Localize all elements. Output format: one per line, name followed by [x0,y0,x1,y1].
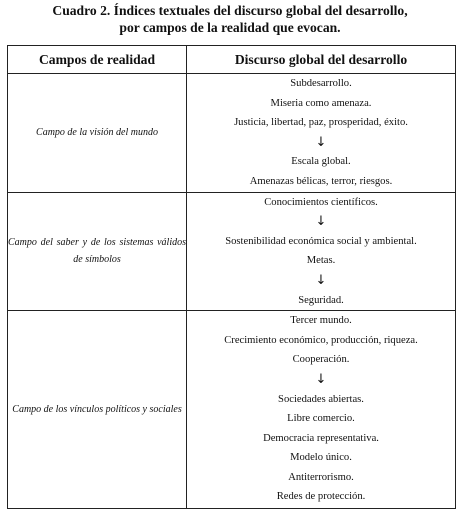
discurso-item: Metas. [306,255,336,267]
down-arrow-icon: ↓ [315,214,327,230]
discurso-item: Libre comercio. [287,413,355,425]
discurso-item: Seguridad. [298,294,344,306]
down-arrow-icon: ↓ [315,371,327,387]
discurso-item: Sociedades abiertas. [278,393,364,405]
discurso-item: Cooperación. [292,354,350,366]
table-row [8,192,456,311]
discurso-item: Democracia representativa. [263,432,379,444]
table-header-row [8,46,456,74]
discurso-item: Amenazas bélicas, terror, riesgos. [249,175,393,187]
discurso-item: Tercer mundo. [290,315,352,327]
column-header-discurso: Discurso global del desarrollo [187,46,456,74]
discurso-item: Conocimientos científicos. [264,196,378,208]
down-arrow-icon: ↓ [315,134,327,150]
caption-line-1: Cuadro 2. Índices textuales del discurso global del desarrollo, [52,3,408,18]
discurso-cell [187,192,456,311]
campo-cell: Campo de la visión del mundo [8,74,187,193]
campo-cell: Campo de los vínculos políticos y sociales [8,311,187,509]
discurso-cell [187,74,456,193]
discurso-item: Escala global. [291,156,351,168]
campo-cell: Campo del saber y de los sistemas válidos de símbolos [8,192,187,311]
discurso-cell [187,311,456,509]
discurso-item: Miseria como amenaza. [270,97,372,109]
discurso-item: Crecimiento económico, producción, riqueza. [224,334,418,346]
discurso-item: Subdesarrollo. [290,78,352,89]
discurso-item: Redes de protección. [276,491,366,503]
discurso-item: Justicia, libertad, paz, prosperidad, éxito. [234,117,408,129]
discurso-item: Sostenibilidad económica social y ambiental. [225,235,417,247]
discurso-item: Antiterrorismo. [288,471,354,483]
caption-line-2: por campos de la realidad que evocan. [119,20,341,35]
table-row [8,74,456,193]
table-caption [0,2,460,36]
discurso-item: Modelo único. [290,452,352,464]
down-arrow-icon: ↓ [315,272,327,288]
column-header-campos: Campos de realidad [8,46,187,74]
table-row [8,311,456,509]
development-discourse-table [7,45,456,509]
